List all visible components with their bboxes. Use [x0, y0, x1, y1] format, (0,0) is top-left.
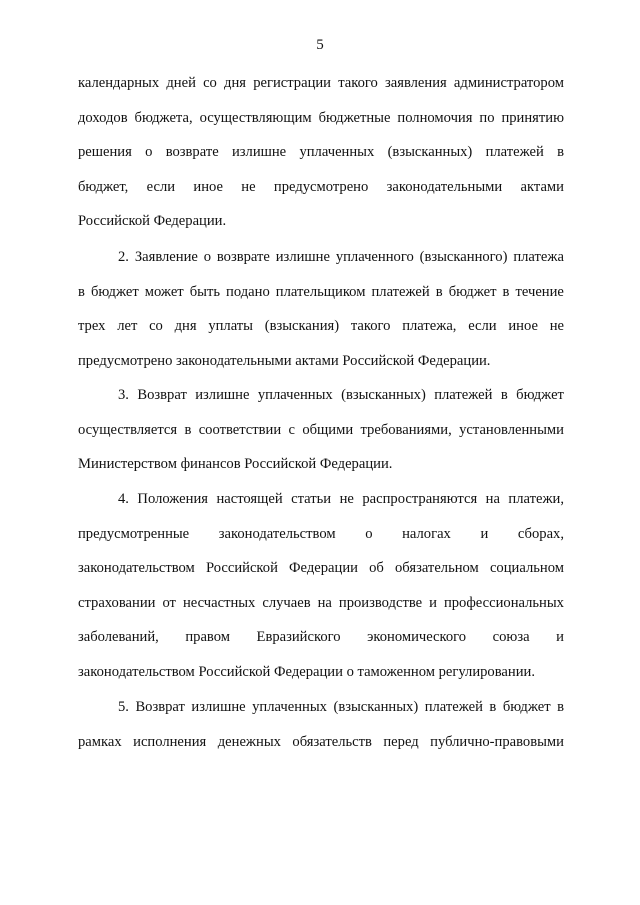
word: возврате — [216, 249, 270, 265]
word: бюджет — [516, 387, 564, 403]
word: правом — [185, 629, 230, 646]
word: Заявление — [134, 249, 198, 265]
word: Федерации — [289, 560, 358, 577]
word: платежа — [513, 249, 564, 265]
text-line — [78, 170, 564, 205]
word: если — [468, 318, 497, 335]
word: денежных — [217, 733, 281, 750]
paragraph-continuation — [78, 66, 564, 239]
text-line: Министерством финансов Российской Федерации. — [78, 456, 393, 473]
word: 4. — [118, 491, 129, 507]
word: статьи — [291, 491, 332, 507]
word: публично-правовыми — [430, 733, 564, 750]
word: бюджет — [90, 283, 139, 300]
word: доходов — [78, 109, 128, 126]
word: (взысканных) — [341, 387, 426, 403]
word: такого — [338, 75, 378, 91]
word: налогах — [402, 525, 451, 542]
word: возврате — [165, 144, 219, 161]
word: законодательными — [386, 178, 503, 195]
word: Возврат — [137, 387, 187, 403]
word: Положения — [137, 491, 208, 507]
text-line: предусмотрено законодательными актами Российской Федерации. — [78, 352, 491, 369]
word: сборах, — [517, 525, 564, 542]
word: платежей — [434, 387, 493, 403]
word: законодательством — [78, 560, 195, 577]
paragraph-3 — [78, 378, 564, 482]
word: платежи, — [508, 491, 564, 507]
text-line — [78, 620, 564, 655]
text-line: законодательством Российской Федерации о таможенном регулировании. — [78, 663, 535, 680]
word: от — [162, 594, 176, 611]
word: такого — [350, 318, 391, 335]
word: плательщиком — [275, 283, 366, 300]
word: платежей — [371, 283, 430, 300]
word: уплаты — [208, 318, 253, 335]
word: на — [317, 594, 332, 611]
word: в — [500, 387, 508, 403]
word: со — [149, 318, 163, 335]
word: союза — [492, 629, 530, 646]
word: календарных — [78, 75, 160, 91]
word: в — [557, 144, 564, 161]
word: на — [485, 491, 500, 507]
word: заболеваний, — [78, 629, 159, 646]
word: заявления — [384, 75, 447, 91]
word: несчастных — [182, 594, 256, 611]
word: и — [480, 525, 489, 542]
word: осуществляется — [78, 421, 178, 438]
word: рамках — [78, 733, 122, 750]
word: подано — [226, 283, 270, 300]
word: не — [549, 318, 564, 335]
word: уплаченных — [299, 144, 375, 161]
word: исполнения — [133, 733, 207, 750]
word: течение — [515, 283, 564, 300]
word: (взысканного) — [419, 249, 508, 265]
word: перед — [383, 733, 419, 750]
word: распространяются — [362, 491, 478, 507]
word: в — [435, 283, 443, 300]
text-line: Российской Федерации. — [78, 213, 227, 230]
text-line — [78, 586, 564, 621]
word: актами — [520, 178, 564, 195]
word: (взыскания) — [264, 318, 340, 335]
word: излишне — [191, 699, 246, 715]
word: не — [241, 178, 256, 195]
word: бюджет — [448, 283, 497, 300]
word: дня — [174, 318, 197, 335]
word: осуществляющим — [199, 109, 312, 126]
word: дня — [224, 75, 246, 91]
word: случаев — [262, 594, 311, 611]
word: (взысканных) — [333, 699, 419, 715]
word: полномочия — [397, 109, 473, 126]
text-line — [78, 482, 564, 517]
word: страховании — [78, 594, 156, 611]
word: Российской — [205, 560, 278, 577]
word: предусмотрено — [273, 178, 369, 195]
word: излишне — [231, 144, 287, 161]
word: по — [479, 109, 495, 126]
page-number: 5 — [316, 37, 324, 53]
word: профессиональных — [443, 594, 564, 611]
word: регистрации — [253, 75, 331, 91]
text-line — [78, 551, 564, 586]
word: (взысканных) — [387, 144, 473, 161]
word: предусмотренные — [78, 525, 190, 542]
word: решения — [78, 144, 132, 161]
word: может — [144, 283, 184, 300]
text-line — [78, 66, 564, 101]
word: дней — [166, 75, 196, 91]
word: иное — [193, 178, 223, 195]
word: бюджетные — [318, 109, 391, 126]
paragraph-4 — [78, 482, 564, 690]
word: о — [365, 525, 373, 542]
word: бюджет — [502, 699, 551, 715]
word: производстве — [338, 594, 423, 611]
text-line — [78, 413, 564, 448]
word: бюджета, — [134, 109, 193, 126]
word: экономического — [367, 629, 467, 646]
word: уплаченных — [252, 699, 327, 715]
word: 5. — [118, 699, 129, 715]
word: если — [146, 178, 176, 195]
paragraph-2 — [78, 240, 564, 378]
word: и — [429, 594, 437, 611]
word: со — [203, 75, 217, 91]
word: социальном — [489, 560, 564, 577]
word: в — [184, 421, 192, 438]
word: о — [203, 249, 212, 265]
word: платежей — [424, 699, 483, 715]
word: 2. — [118, 249, 129, 265]
text-line — [78, 378, 564, 413]
word: в — [489, 699, 497, 715]
word: излишне — [275, 249, 330, 265]
word: настоящей — [216, 491, 283, 507]
word: Возврат — [135, 699, 185, 715]
text-line — [78, 101, 564, 136]
word: иное — [508, 318, 538, 335]
word: обязательном — [395, 560, 479, 577]
word: лет — [117, 318, 138, 335]
text-line — [78, 690, 564, 725]
word: быть — [189, 283, 220, 300]
word: соответствии — [198, 421, 282, 438]
text-line — [78, 725, 564, 760]
word: платежей — [485, 144, 544, 161]
word: уплаченного — [335, 249, 414, 265]
word: обязательств — [292, 733, 372, 750]
word: об — [369, 560, 384, 577]
text-line — [78, 517, 564, 552]
word: излишне — [195, 387, 250, 403]
word: принятию — [501, 109, 564, 126]
word: законодательством — [218, 525, 336, 542]
word: в — [557, 699, 564, 715]
word: в — [502, 283, 510, 300]
text-line — [78, 135, 564, 170]
word: не — [339, 491, 354, 507]
word: уплаченных — [257, 387, 333, 403]
word: Евразийского — [256, 629, 341, 646]
word: бюджет, — [78, 178, 129, 195]
word: в — [78, 283, 85, 300]
word: требованиями, — [360, 421, 452, 438]
word: и — [556, 629, 564, 646]
word: установленными — [459, 421, 564, 438]
text-line — [78, 309, 564, 344]
word: трех — [78, 318, 106, 335]
paragraph-5 — [78, 690, 564, 759]
word: администратором — [453, 75, 564, 91]
text-line — [78, 240, 564, 275]
word: общими — [302, 421, 354, 438]
word: 3. — [118, 387, 129, 403]
word: с — [288, 421, 295, 438]
text-line — [78, 275, 564, 310]
word: платежа, — [402, 318, 457, 335]
word: о — [145, 144, 153, 161]
